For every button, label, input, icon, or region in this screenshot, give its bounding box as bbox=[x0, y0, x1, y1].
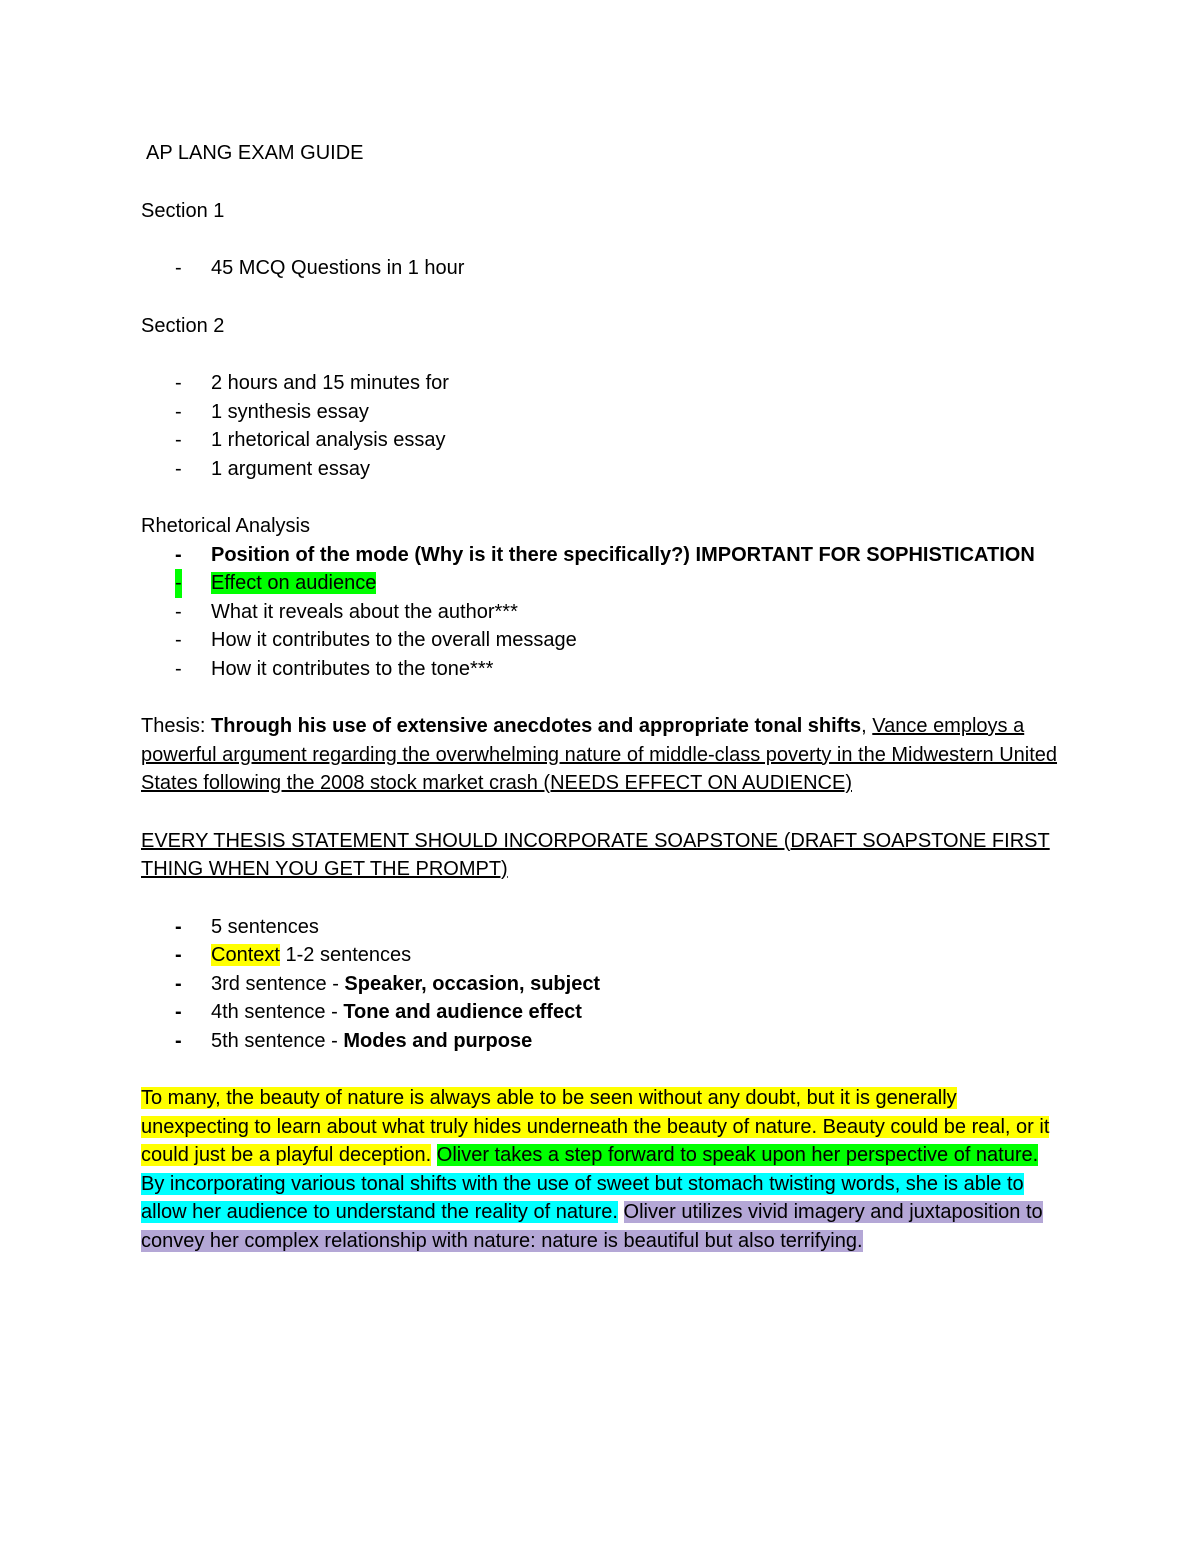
list-item: - 1 rhetorical analysis essay bbox=[175, 429, 446, 451]
list-item: - 45 MCQ Questions in 1 hour bbox=[175, 257, 465, 279]
list-item: - Context 1-2 sentences bbox=[175, 944, 412, 966]
sample-tone-sentence: By incorporating various tonal shifts with the use of sweet but stomach twisting words, she is able to allow her audience to understand the reality of nature. bbox=[141, 1172, 1024, 1223]
list-item: - 2 hours and 15 minutes for bbox=[175, 372, 449, 394]
list-item: - 4th sentence - Tone and audience effect bbox=[175, 1001, 582, 1023]
thesis-bold: Through his use of extensive anecdotes and appropriate tonal shifts bbox=[211, 715, 862, 737]
document-title: AP LANG EXAM GUIDE bbox=[146, 142, 364, 164]
list-item: - 3rd sentence - Speaker, occasion, subject bbox=[175, 972, 601, 995]
section1-list bbox=[141, 254, 1061, 283]
thesis-paragraph: Thesis: Through his use of extensive anecdotes and appropriate tonal shifts, Vance employs a powerful argument regarding the overwhelming nature of middle-class poverty in the Midwestern United States following the 2008 stock market crash (NEEDS EFFECT ON AUDIENCE) bbox=[141, 715, 1058, 794]
soapstone-note: EVERY THESIS STATEMENT SHOULD INCORPORATE SOAPSTONE (DRAFT SOAPSTONE FIRST THING WHEN YOU GET THE PROMPT) bbox=[141, 829, 1050, 880]
list-item: - What it reveals about the author*** bbox=[175, 600, 518, 623]
list-item: - Position of the mode (Why is it there specifically?) IMPORTANT FOR SOPHISTICATION bbox=[175, 543, 1035, 566]
rhetorical-heading: Rhetorical Analysis bbox=[141, 515, 310, 537]
sample-modes-sentence: Oliver utilizes vivid imagery and juxtaposition to convey her complex relationship with nature: nature is beautiful but also terrifying. bbox=[141, 1201, 1043, 1252]
list-item: - Effect on audience bbox=[141, 569, 1061, 598]
sample-speaker-sentence: Oliver takes a step forward to speak upon her perspective of nature. bbox=[436, 1144, 1039, 1166]
sample-paragraph bbox=[141, 1084, 1061, 1255]
list-item: - How it contributes to the overall message bbox=[175, 629, 577, 651]
list-item: - How it contributes to the tone*** bbox=[175, 657, 494, 680]
sample-context-sentences: To many, the beauty of nature is always able to be seen without any doubt, but it is generally unexpecting to learn about what truly hides underneath the beauty of nature. Beauty could be real, or it could just be a playful deception. bbox=[141, 1087, 1050, 1166]
structure-list bbox=[141, 913, 1061, 1056]
section1-heading: Section 1 bbox=[141, 199, 225, 222]
section2-heading: Section 2 bbox=[141, 314, 225, 337]
document-body bbox=[141, 139, 1061, 1255]
list-item: - 5 sentences bbox=[175, 915, 319, 938]
rhetorical-list bbox=[141, 541, 1061, 684]
thesis-label: Thesis: bbox=[141, 715, 212, 737]
list-item: - 1 argument essay bbox=[175, 457, 370, 480]
section2-list bbox=[141, 369, 1061, 483]
thesis-underlined: Vance employs a powerful argument regarding the overwhelming nature of middle-class poverty in the Midwestern United States following the 2008 stock market crash (NEEDS EFFECT ON AUDIENCE) bbox=[141, 715, 1058, 794]
list-item: - 1 synthesis essay bbox=[175, 400, 369, 423]
list-item: - 5th sentence - Modes and purpose bbox=[175, 1029, 533, 1052]
